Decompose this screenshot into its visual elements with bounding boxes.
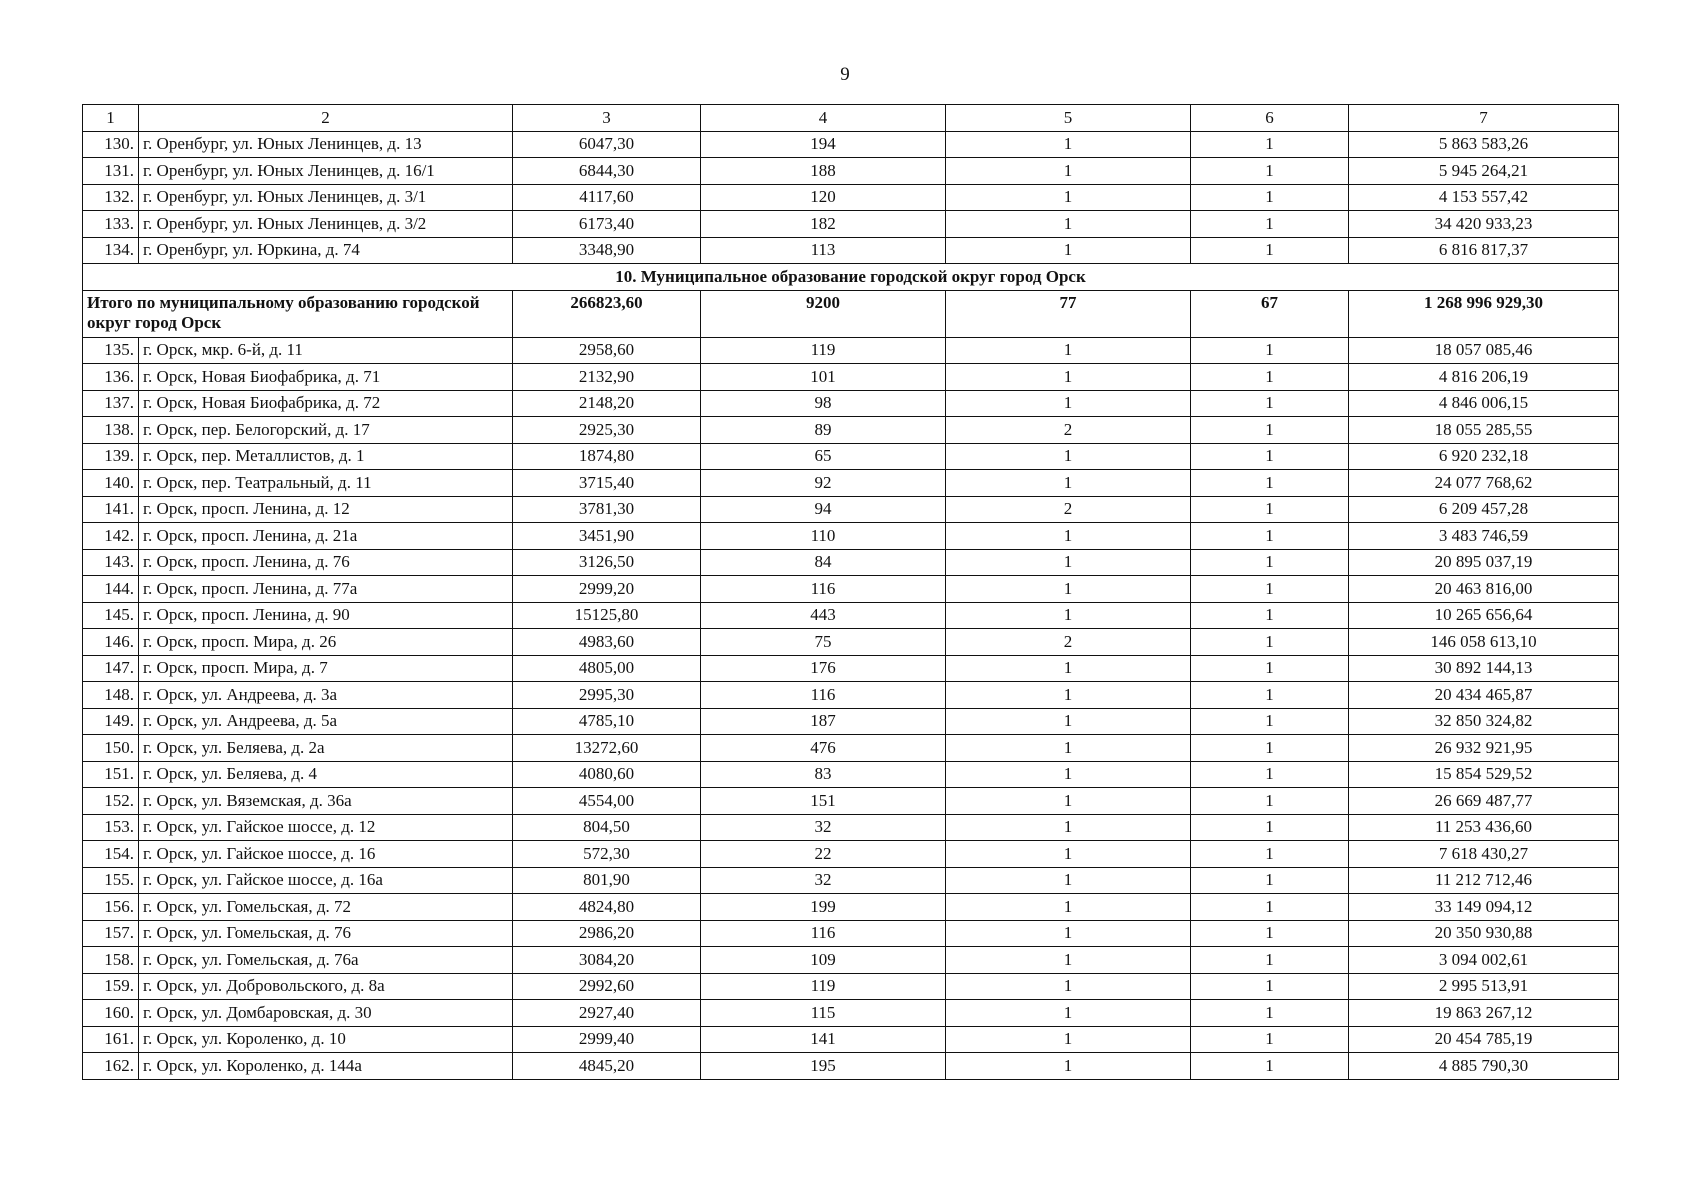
page-number: 9 (840, 64, 850, 85)
register-table-body (83, 105, 1619, 1080)
column-6-value: 1 (1191, 682, 1349, 709)
row-number: 157. (83, 920, 139, 947)
address: г. Орск, просп. Ленина, д. 76 (139, 549, 513, 576)
column-4-value: 476 (701, 735, 946, 762)
column-3-value: 4785,10 (513, 708, 701, 735)
column-6-value: 1 (1191, 390, 1349, 417)
column-6-value: 1 (1191, 761, 1349, 788)
column-7-value: 18 057 085,46 (1349, 337, 1619, 364)
column-number-2: 2 (139, 105, 513, 132)
row-number: 146. (83, 629, 139, 656)
column-3-value: 1874,80 (513, 443, 701, 470)
column-4-value: 182 (701, 211, 946, 238)
column-6-value: 1 (1191, 549, 1349, 576)
address: г. Орск, ул. Гомельская, д. 72 (139, 894, 513, 921)
column-5-value: 1 (946, 894, 1191, 921)
column-3-value: 572,30 (513, 841, 701, 868)
column-number-header-row (83, 105, 1619, 132)
column-6-value: 1 (1191, 1053, 1349, 1080)
column-4-value: 176 (701, 655, 946, 682)
column-3-value: 2148,20 (513, 390, 701, 417)
column-number-6: 6 (1191, 105, 1349, 132)
column-4-value: 83 (701, 761, 946, 788)
row-number: 131. (83, 158, 139, 185)
column-6-value: 1 (1191, 523, 1349, 550)
column-3-value: 3126,50 (513, 549, 701, 576)
column-3-value: 4824,80 (513, 894, 701, 921)
row-number: 156. (83, 894, 139, 921)
table-row (83, 788, 1619, 815)
column-4-value: 22 (701, 841, 946, 868)
column-5-value: 1 (946, 443, 1191, 470)
column-6-value: 1 (1191, 337, 1349, 364)
address: г. Орск, пер. Белогорский, д. 17 (139, 417, 513, 444)
column-5-value: 1 (946, 131, 1191, 158)
address: г. Орск, ул. Гомельская, д. 76а (139, 947, 513, 974)
column-4-value: 141 (701, 1026, 946, 1053)
column-5-value: 1 (946, 602, 1191, 629)
table-row (83, 523, 1619, 550)
column-4-value: 109 (701, 947, 946, 974)
column-3-value: 4845,20 (513, 1053, 701, 1080)
column-7-value: 20 350 930,88 (1349, 920, 1619, 947)
total-c4-value: 9200 (701, 290, 946, 337)
row-number: 162. (83, 1053, 139, 1080)
address: г. Орск, мкр. 6-й, д. 11 (139, 337, 513, 364)
address: г. Орск, ул. Домбаровская, д. 30 (139, 1000, 513, 1027)
column-7-value: 30 892 144,13 (1349, 655, 1619, 682)
column-7-value: 11 212 712,46 (1349, 867, 1619, 894)
column-4-value: 119 (701, 337, 946, 364)
row-number: 141. (83, 496, 139, 523)
column-3-value: 2999,40 (513, 1026, 701, 1053)
table-row (83, 814, 1619, 841)
row-number: 153. (83, 814, 139, 841)
address: г. Орск, просп. Мира, д. 26 (139, 629, 513, 656)
column-6-value: 1 (1191, 814, 1349, 841)
column-6-value: 1 (1191, 841, 1349, 868)
column-3-value: 15125,80 (513, 602, 701, 629)
column-4-value: 32 (701, 867, 946, 894)
column-7-value: 20 895 037,19 (1349, 549, 1619, 576)
table-row (83, 655, 1619, 682)
row-number: 135. (83, 337, 139, 364)
table-row (83, 496, 1619, 523)
column-7-value: 4 816 206,19 (1349, 364, 1619, 391)
column-6-value: 1 (1191, 496, 1349, 523)
column-6-value: 1 (1191, 158, 1349, 185)
column-3-value: 4554,00 (513, 788, 701, 815)
column-7-value: 4 153 557,42 (1349, 184, 1619, 211)
row-number: 150. (83, 735, 139, 762)
table-row (83, 131, 1619, 158)
row-number: 143. (83, 549, 139, 576)
column-6-value: 1 (1191, 602, 1349, 629)
column-5-value: 1 (946, 364, 1191, 391)
column-6-value: 1 (1191, 894, 1349, 921)
column-6-value: 1 (1191, 920, 1349, 947)
column-5-value: 1 (946, 788, 1191, 815)
table-row (83, 1053, 1619, 1080)
address: г. Орск, ул. Гайское шоссе, д. 16а (139, 867, 513, 894)
column-4-value: 119 (701, 973, 946, 1000)
column-4-value: 101 (701, 364, 946, 391)
table-row (83, 841, 1619, 868)
column-3-value: 2132,90 (513, 364, 701, 391)
table-row (83, 470, 1619, 497)
address: г. Оренбург, ул. Юных Ленинцев, д. 13 (139, 131, 513, 158)
address: г. Орск, просп. Ленина, д. 21а (139, 523, 513, 550)
column-3-value: 3781,30 (513, 496, 701, 523)
column-5-value: 1 (946, 920, 1191, 947)
column-3-value: 3348,90 (513, 237, 701, 264)
column-5-value: 1 (946, 708, 1191, 735)
column-3-value: 13272,60 (513, 735, 701, 762)
column-3-value: 6047,30 (513, 131, 701, 158)
column-3-value: 2999,20 (513, 576, 701, 603)
column-6-value: 1 (1191, 1026, 1349, 1053)
column-3-value: 2958,60 (513, 337, 701, 364)
table-row (83, 602, 1619, 629)
address: г. Орск, ул. Вяземская, д. 36а (139, 788, 513, 815)
table-row (83, 1000, 1619, 1027)
column-6-value: 1 (1191, 947, 1349, 974)
table-row (83, 576, 1619, 603)
column-6-value: 1 (1191, 237, 1349, 264)
column-3-value: 4805,00 (513, 655, 701, 682)
column-7-value: 3 483 746,59 (1349, 523, 1619, 550)
column-number-7: 7 (1349, 105, 1619, 132)
table-row (83, 549, 1619, 576)
table-row (83, 417, 1619, 444)
column-4-value: 116 (701, 682, 946, 709)
table-row (83, 629, 1619, 656)
column-6-value: 1 (1191, 364, 1349, 391)
row-number: 145. (83, 602, 139, 629)
total-c3-value: 266823,60 (513, 290, 701, 337)
column-5-value: 1 (946, 237, 1191, 264)
column-5-value: 1 (946, 655, 1191, 682)
column-5-value: 1 (946, 947, 1191, 974)
table-row (83, 761, 1619, 788)
row-number: 134. (83, 237, 139, 264)
table-row (83, 867, 1619, 894)
address: г. Орск, ул. Гайское шоссе, д. 12 (139, 814, 513, 841)
table-row (83, 337, 1619, 364)
column-7-value: 34 420 933,23 (1349, 211, 1619, 238)
row-number: 136. (83, 364, 139, 391)
row-number: 151. (83, 761, 139, 788)
total-c5-value: 77 (946, 290, 1191, 337)
column-3-value: 2992,60 (513, 973, 701, 1000)
column-6-value: 1 (1191, 629, 1349, 656)
column-7-value: 20 434 465,87 (1349, 682, 1619, 709)
column-7-value: 7 618 430,27 (1349, 841, 1619, 868)
column-4-value: 194 (701, 131, 946, 158)
column-7-value: 20 454 785,19 (1349, 1026, 1619, 1053)
column-5-value: 1 (946, 523, 1191, 550)
column-4-value: 187 (701, 708, 946, 735)
column-6-value: 1 (1191, 735, 1349, 762)
column-7-value: 20 463 816,00 (1349, 576, 1619, 603)
column-5-value: 1 (946, 470, 1191, 497)
address: г. Орск, ул. Беляева, д. 2а (139, 735, 513, 762)
address: г. Орск, ул. Короленко, д. 144а (139, 1053, 513, 1080)
column-4-value: 443 (701, 602, 946, 629)
table-row (83, 735, 1619, 762)
row-number: 132. (83, 184, 139, 211)
column-5-value: 2 (946, 629, 1191, 656)
column-4-value: 98 (701, 390, 946, 417)
column-3-value: 2927,40 (513, 1000, 701, 1027)
column-6-value: 1 (1191, 184, 1349, 211)
address: г. Орск, просп. Ленина, д. 77а (139, 576, 513, 603)
column-3-value: 4080,60 (513, 761, 701, 788)
column-7-value: 4 885 790,30 (1349, 1053, 1619, 1080)
column-6-value: 1 (1191, 417, 1349, 444)
column-5-value: 1 (946, 211, 1191, 238)
table-row (83, 184, 1619, 211)
column-4-value: 195 (701, 1053, 946, 1080)
column-3-value: 3715,40 (513, 470, 701, 497)
column-number-1: 1 (83, 105, 139, 132)
column-5-value: 1 (946, 1026, 1191, 1053)
column-5-value: 1 (946, 841, 1191, 868)
address: г. Орск, Новая Биофабрика, д. 71 (139, 364, 513, 391)
row-number: 149. (83, 708, 139, 735)
address: г. Оренбург, ул. Юных Ленинцев, д. 3/1 (139, 184, 513, 211)
column-4-value: 188 (701, 158, 946, 185)
column-4-value: 32 (701, 814, 946, 841)
column-number-3: 3 (513, 105, 701, 132)
column-4-value: 75 (701, 629, 946, 656)
column-6-value: 1 (1191, 211, 1349, 238)
row-number: 152. (83, 788, 139, 815)
column-4-value: 84 (701, 549, 946, 576)
row-number: 133. (83, 211, 139, 238)
table-row (83, 211, 1619, 238)
column-7-value: 15 854 529,52 (1349, 761, 1619, 788)
row-number: 161. (83, 1026, 139, 1053)
column-4-value: 89 (701, 417, 946, 444)
column-7-value: 5 945 264,21 (1349, 158, 1619, 185)
table-row (83, 158, 1619, 185)
column-7-value: 18 055 285,55 (1349, 417, 1619, 444)
section-title: 10. Муниципальное образование городской округ город Орск (83, 264, 1619, 291)
address: г. Орск, ул. Андреева, д. 5а (139, 708, 513, 735)
total-row (83, 290, 1619, 337)
column-5-value: 1 (946, 576, 1191, 603)
total-c7-value: 1 268 996 929,30 (1349, 290, 1619, 337)
address: г. Орск, пер. Металлистов, д. 1 (139, 443, 513, 470)
row-number: 137. (83, 390, 139, 417)
total-label: Итого по муниципальному образованию городской округ город Орск (83, 290, 513, 337)
column-6-value: 1 (1191, 867, 1349, 894)
column-4-value: 199 (701, 894, 946, 921)
column-6-value: 1 (1191, 788, 1349, 815)
column-7-value: 6 209 457,28 (1349, 496, 1619, 523)
column-6-value: 1 (1191, 470, 1349, 497)
register-table (82, 104, 1619, 1080)
column-5-value: 1 (946, 1000, 1191, 1027)
column-5-value: 2 (946, 496, 1191, 523)
column-7-value: 19 863 267,12 (1349, 1000, 1619, 1027)
row-number: 158. (83, 947, 139, 974)
column-7-value: 3 094 002,61 (1349, 947, 1619, 974)
address: г. Орск, ул. Добровольского, д. 8а (139, 973, 513, 1000)
table-row (83, 443, 1619, 470)
row-number: 159. (83, 973, 139, 1000)
column-5-value: 1 (946, 184, 1191, 211)
column-5-value: 1 (946, 549, 1191, 576)
column-7-value: 2 995 513,91 (1349, 973, 1619, 1000)
column-6-value: 1 (1191, 576, 1349, 603)
column-7-value: 6 816 817,37 (1349, 237, 1619, 264)
column-3-value: 4983,60 (513, 629, 701, 656)
column-5-value: 1 (946, 158, 1191, 185)
column-number-5: 5 (946, 105, 1191, 132)
row-number: 148. (83, 682, 139, 709)
address: г. Оренбург, ул. Юных Ленинцев, д. 16/1 (139, 158, 513, 185)
column-7-value: 4 846 006,15 (1349, 390, 1619, 417)
address: г. Орск, просп. Ленина, д. 12 (139, 496, 513, 523)
column-7-value: 6 920 232,18 (1349, 443, 1619, 470)
column-7-value: 24 077 768,62 (1349, 470, 1619, 497)
address: г. Орск, просп. Ленина, д. 90 (139, 602, 513, 629)
address: г. Орск, ул. Гайское шоссе, д. 16 (139, 841, 513, 868)
address: г. Орск, пер. Театральный, д. 11 (139, 470, 513, 497)
column-4-value: 113 (701, 237, 946, 264)
column-4-value: 151 (701, 788, 946, 815)
table-row (83, 894, 1619, 921)
column-7-value: 26 669 487,77 (1349, 788, 1619, 815)
section-title-row (83, 264, 1619, 291)
column-5-value: 1 (946, 1053, 1191, 1080)
column-7-value: 10 265 656,64 (1349, 602, 1619, 629)
column-7-value: 33 149 094,12 (1349, 894, 1619, 921)
column-5-value: 1 (946, 337, 1191, 364)
table-row (83, 390, 1619, 417)
column-6-value: 1 (1191, 443, 1349, 470)
column-5-value: 1 (946, 973, 1191, 1000)
table-row (83, 364, 1619, 391)
table-row (83, 920, 1619, 947)
table-row (83, 682, 1619, 709)
column-4-value: 110 (701, 523, 946, 550)
row-number: 155. (83, 867, 139, 894)
column-7-value: 26 932 921,95 (1349, 735, 1619, 762)
column-5-value: 1 (946, 390, 1191, 417)
column-3-value: 801,90 (513, 867, 701, 894)
row-number: 142. (83, 523, 139, 550)
column-6-value: 1 (1191, 655, 1349, 682)
column-3-value: 804,50 (513, 814, 701, 841)
column-7-value: 146 058 613,10 (1349, 629, 1619, 656)
column-3-value: 3084,20 (513, 947, 701, 974)
row-number: 138. (83, 417, 139, 444)
table-row (83, 1026, 1619, 1053)
column-4-value: 94 (701, 496, 946, 523)
row-number: 139. (83, 443, 139, 470)
column-6-value: 1 (1191, 708, 1349, 735)
column-6-value: 1 (1191, 1000, 1349, 1027)
table-row (83, 973, 1619, 1000)
column-4-value: 120 (701, 184, 946, 211)
column-5-value: 1 (946, 735, 1191, 762)
address: г. Орск, ул. Короленко, д. 10 (139, 1026, 513, 1053)
column-5-value: 1 (946, 682, 1191, 709)
column-number-4: 4 (701, 105, 946, 132)
column-7-value: 5 863 583,26 (1349, 131, 1619, 158)
column-3-value: 2925,30 (513, 417, 701, 444)
address: г. Орск, ул. Андреева, д. 3а (139, 682, 513, 709)
address: г. Оренбург, ул. Юркина, д. 74 (139, 237, 513, 264)
row-number: 144. (83, 576, 139, 603)
column-6-value: 1 (1191, 973, 1349, 1000)
column-3-value: 2986,20 (513, 920, 701, 947)
address: г. Орск, Новая Биофабрика, д. 72 (139, 390, 513, 417)
address: г. Орск, ул. Беляева, д. 4 (139, 761, 513, 788)
column-3-value: 3451,90 (513, 523, 701, 550)
column-6-value: 1 (1191, 131, 1349, 158)
column-4-value: 116 (701, 576, 946, 603)
row-number: 130. (83, 131, 139, 158)
column-3-value: 4117,60 (513, 184, 701, 211)
column-7-value: 32 850 324,82 (1349, 708, 1619, 735)
total-c6-value: 67 (1191, 290, 1349, 337)
column-3-value: 2995,30 (513, 682, 701, 709)
column-4-value: 116 (701, 920, 946, 947)
row-number: 140. (83, 470, 139, 497)
column-4-value: 92 (701, 470, 946, 497)
column-3-value: 6844,30 (513, 158, 701, 185)
column-5-value: 1 (946, 867, 1191, 894)
column-4-value: 65 (701, 443, 946, 470)
column-7-value: 11 253 436,60 (1349, 814, 1619, 841)
column-5-value: 2 (946, 417, 1191, 444)
table-row (83, 708, 1619, 735)
column-4-value: 115 (701, 1000, 946, 1027)
row-number: 147. (83, 655, 139, 682)
table-row (83, 237, 1619, 264)
address: г. Орск, просп. Мира, д. 7 (139, 655, 513, 682)
row-number: 160. (83, 1000, 139, 1027)
address: г. Орск, ул. Гомельская, д. 76 (139, 920, 513, 947)
address: г. Оренбург, ул. Юных Ленинцев, д. 3/2 (139, 211, 513, 238)
column-5-value: 1 (946, 761, 1191, 788)
table-row (83, 947, 1619, 974)
column-5-value: 1 (946, 814, 1191, 841)
row-number: 154. (83, 841, 139, 868)
column-3-value: 6173,40 (513, 211, 701, 238)
